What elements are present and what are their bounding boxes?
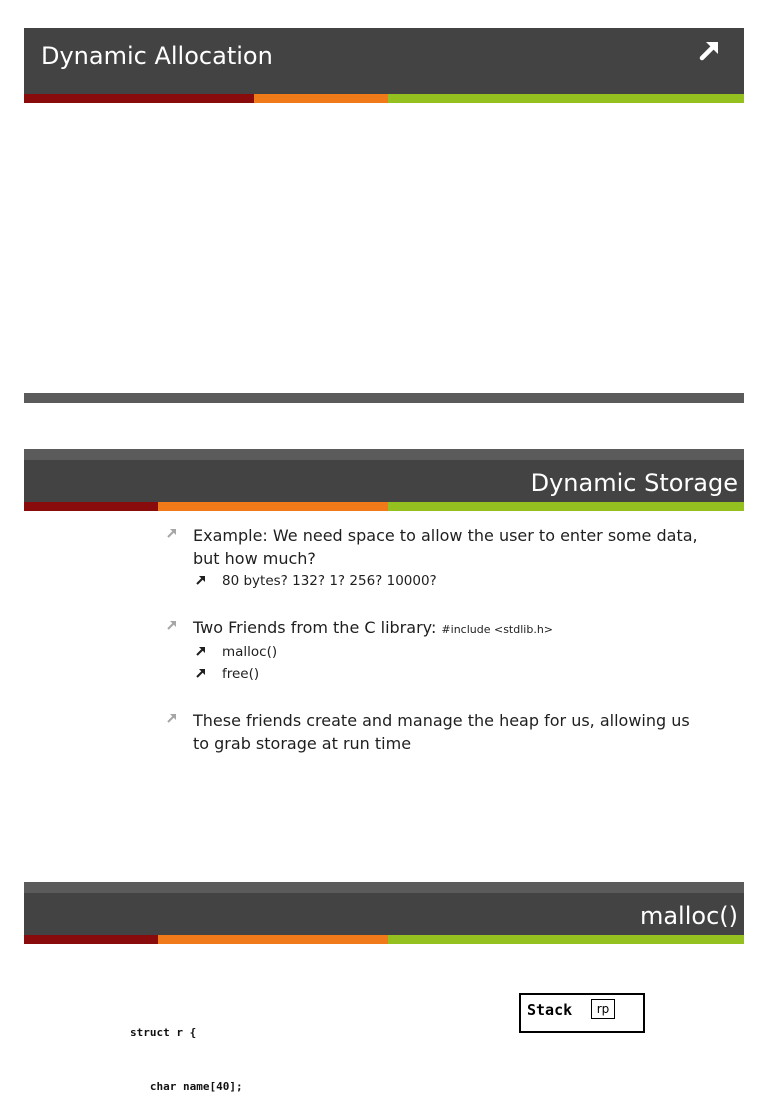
rp-cell: rp bbox=[591, 999, 615, 1019]
sub-bullet-text: 80 bytes? 132? 1? 256? 10000? bbox=[222, 573, 437, 589]
code-line: char name[40]; bbox=[130, 1080, 243, 1093]
slide3-color-stripe bbox=[24, 935, 744, 944]
slide2-bullet-list bbox=[166, 524, 706, 755]
bullet-arrow-icon bbox=[166, 527, 178, 539]
sub-bullet-arrow-icon bbox=[195, 645, 207, 657]
slide3-title-bar bbox=[24, 893, 744, 935]
stack-diagram bbox=[519, 993, 645, 1033]
up-right-arrow-icon bbox=[698, 38, 722, 62]
bullet-arrow-icon bbox=[166, 619, 178, 631]
sub-bullet-item bbox=[166, 641, 706, 663]
slide1-bottom-bar bbox=[24, 393, 744, 403]
bullet-item bbox=[166, 524, 706, 570]
bullet-text: These friends create and manage the heap for us, allowing us bbox=[193, 711, 690, 730]
sub-bullet-item bbox=[166, 663, 706, 685]
stack-label: Stack bbox=[527, 1001, 573, 1019]
slide2-color-stripe bbox=[24, 502, 744, 511]
bullet-text: but how much? bbox=[193, 549, 316, 568]
slide2-top-bar bbox=[24, 449, 744, 460]
sub-bullet-arrow-icon bbox=[195, 574, 207, 586]
include-directive: #include <stdlib.h> bbox=[441, 623, 554, 636]
slide1-title: Dynamic Allocation bbox=[41, 42, 273, 70]
code-line: struct r { bbox=[130, 1026, 197, 1039]
slide3-top-bar bbox=[24, 882, 744, 893]
slide3-title: malloc() bbox=[639, 902, 738, 930]
code-snippet bbox=[130, 988, 243, 1114]
sub-bullet-item bbox=[166, 570, 706, 592]
sub-bullet-text: malloc() bbox=[222, 644, 278, 660]
bullet-text: Example: We need space to allow the user to enter some data, bbox=[193, 526, 698, 545]
slide2-title: Dynamic Storage bbox=[530, 469, 738, 497]
sub-bullet-arrow-icon bbox=[195, 667, 207, 679]
bullet-text: to grab storage at run time bbox=[193, 734, 412, 753]
slide1-color-stripe bbox=[24, 94, 744, 103]
bullet-item bbox=[166, 709, 706, 755]
sub-bullet-text: free() bbox=[222, 666, 260, 682]
bullet-arrow-icon bbox=[166, 712, 178, 724]
bullet-text: Two Friends from the C library: bbox=[193, 618, 442, 637]
bullet-item bbox=[166, 616, 706, 641]
